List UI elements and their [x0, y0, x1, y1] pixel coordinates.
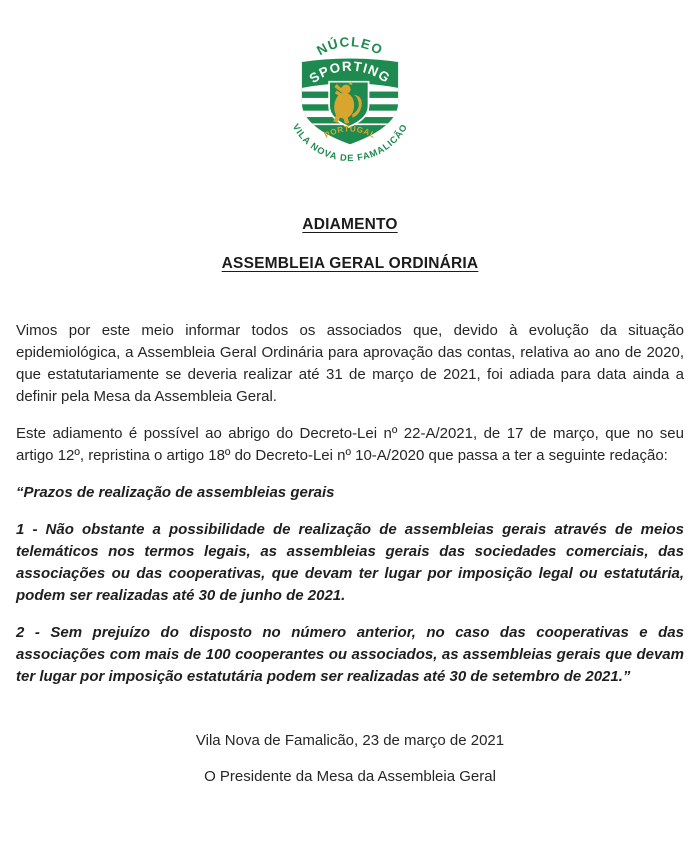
page-title: ADIAMENTO — [302, 216, 398, 233]
logo-top-label: NÚCLEO — [314, 34, 386, 59]
quote-item-2: 2 - Sem prejuízo do disposto no número anterior, no caso das cooperativas e das associações com mais de 100 cooperantes ou associados, as assembleias gerais que devam ter lugar por imposição estatutária podem ser realizadas até 30 de setembro de 2021.” — [16, 624, 684, 685]
quote-heading: “Prazos de realização de assembleias gerais — [16, 484, 335, 501]
paragraph-intro: Vimos por este meio informar todos os associados que, devido à evolução da situação epidemiológica, a Assembleia Geral Ordinária para aprovação das contas, relativa ao ano de 2020, que estatutariamente se deveria realizar até 31 de março de 2021, foi adiada para data ainda a definir pela Mesa da Assembleia Geral. — [16, 322, 684, 405]
quote-item-1: 1 - Não obstante a possibilidade de realização de assembleias gerais através de meios telemáticos nos termos legais, as assembleias gerais das sociedades comerciais, das associações ou das cooperativas, que devam ter lugar por imposição legal ou estatutária, podem ser realizadas até 30 de junho de 2021. — [16, 521, 684, 604]
club-logo — [16, 33, 684, 164]
club-crest-icon — [286, 33, 414, 164]
page-subtitle: ASSEMBLEIA GERAL ORDINÁRIA — [221, 255, 479, 272]
logo-band-label: SPORTING — [306, 58, 394, 87]
logo-country-label: PORTUGAL — [322, 124, 378, 141]
signature-title-line: O Presidente da Mesa da Assembleia Geral — [204, 768, 496, 785]
paragraph-legal-basis: Este adiamento é possível ao abrigo do Decreto-Lei nº 22-A/2021, de 17 de março, que no seu artigo 12º, repristina o artigo 18º do Decreto-Lei nº 10-A/2020 que passa a ter a seguinte redação: — [16, 425, 684, 464]
place-date-line: Vila Nova de Famalicão, 23 de março de 2021 — [195, 732, 505, 749]
logo-bottom-label: VILA NOVA DE FAMALICÃO — [290, 122, 410, 164]
